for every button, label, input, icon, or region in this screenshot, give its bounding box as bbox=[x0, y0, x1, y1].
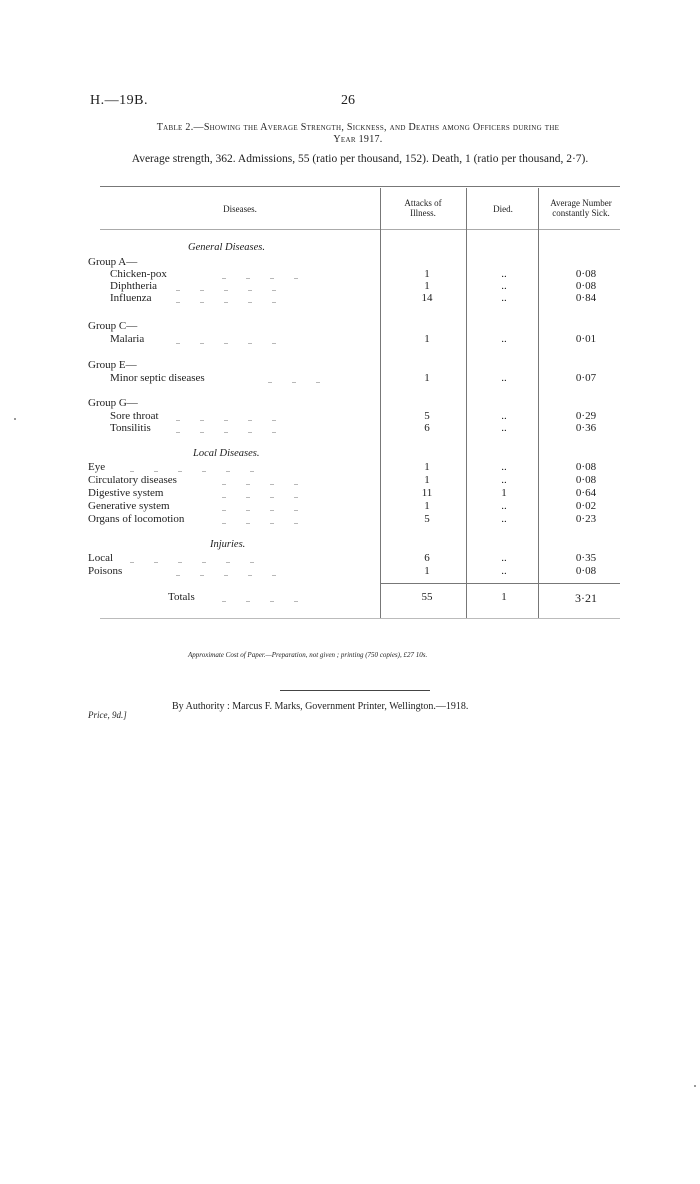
avg-value: 0·29 bbox=[575, 410, 597, 422]
attacks-value: 1 bbox=[424, 461, 430, 473]
attacks-value: 6 bbox=[424, 422, 430, 434]
footer-rule bbox=[280, 690, 430, 691]
attacks-value: 1 bbox=[424, 333, 430, 345]
scan-mark bbox=[694, 1085, 696, 1087]
section-local-diseases: Local Diseases. bbox=[193, 448, 260, 459]
avg-value: 0·08 bbox=[575, 461, 597, 473]
row-label: Circulatory diseases bbox=[88, 474, 177, 486]
row-label: Organs of locomotion bbox=[88, 513, 185, 525]
page-number: 26 bbox=[341, 93, 355, 108]
row-label: Tonsilitis bbox=[110, 422, 151, 434]
table-title bbox=[88, 122, 628, 146]
attacks-value: 6 bbox=[424, 552, 430, 564]
avg-value: 0·01 bbox=[575, 333, 597, 345]
leader-dots: .. .. .. .. .. bbox=[176, 426, 276, 435]
row-label: Digestive system bbox=[88, 487, 164, 499]
died-value: .. bbox=[501, 474, 507, 486]
group-c-label: Group C— bbox=[88, 320, 138, 332]
died-value: .. bbox=[501, 552, 507, 564]
row-label: Influenza bbox=[110, 292, 152, 304]
scan-mark bbox=[14, 418, 16, 420]
col-header-attacks bbox=[382, 198, 464, 218]
avg-value: 0·07 bbox=[575, 372, 597, 384]
section-injuries: Injuries. bbox=[210, 539, 246, 550]
died-value: .. bbox=[501, 461, 507, 473]
attacks-value: 1 bbox=[424, 500, 430, 512]
attacks-value: 1 bbox=[424, 565, 430, 577]
died-value: .. bbox=[501, 565, 507, 577]
died-value: .. bbox=[501, 292, 507, 304]
table-bottom-rule bbox=[100, 618, 620, 619]
attacks-value: 1 bbox=[424, 280, 430, 292]
row-label: Minor septic diseases bbox=[110, 372, 205, 384]
leader-dots: .. .. .. .. .. bbox=[176, 337, 276, 346]
leader-dots: .. .. .. .. .. bbox=[176, 284, 276, 293]
document-reference: H.—19B. bbox=[90, 93, 148, 108]
avg-value: 0·02 bbox=[575, 500, 597, 512]
row-label: Poisons bbox=[88, 565, 123, 577]
leader-dots: .. .. .. .. .. .. bbox=[130, 465, 254, 474]
table-title-line2: Year 1917. bbox=[333, 134, 383, 145]
attacks-value: 1 bbox=[424, 268, 430, 280]
table-top-rule bbox=[100, 186, 620, 187]
leader-dots: .. .. .. .. .. bbox=[176, 569, 276, 578]
attacks-value: 5 bbox=[424, 513, 430, 525]
attacks-value: 11 bbox=[421, 487, 433, 499]
totals-avg: 3·21 bbox=[575, 591, 597, 605]
row-label: Eye bbox=[88, 461, 106, 473]
row-label: Diphtheria bbox=[110, 280, 158, 292]
avg-value: 0·08 bbox=[575, 565, 597, 577]
died-value: .. bbox=[501, 333, 507, 345]
avg-value: 0·36 bbox=[575, 422, 597, 434]
table-summary: Average strength, 362. Admissions, 55 (ratio per thousand, 152). Death, 1 (ratio per thousand, 2·7). bbox=[131, 153, 589, 165]
died-value: .. bbox=[501, 372, 507, 384]
avg-value: 0·08 bbox=[575, 474, 597, 486]
totals-attacks: 55 bbox=[421, 591, 433, 603]
avg-value: 0·64 bbox=[575, 487, 597, 499]
died-value: .. bbox=[501, 513, 507, 525]
row-label: Sore throat bbox=[110, 410, 159, 422]
col-header-avg-l2: constantly Sick. bbox=[552, 208, 610, 218]
died-value: .. bbox=[501, 500, 507, 512]
attacks-value: 14 bbox=[421, 292, 433, 304]
died-value: 1 bbox=[501, 487, 507, 499]
group-e-label: Group E— bbox=[88, 359, 137, 371]
totals-label: Totals bbox=[168, 591, 195, 603]
died-value: .. bbox=[501, 268, 507, 280]
leader-dots: .. .. .. .. bbox=[222, 478, 298, 487]
row-label: Malaria bbox=[110, 333, 145, 345]
died-value: .. bbox=[501, 410, 507, 422]
leader-dots: .. .. .. .. bbox=[222, 491, 298, 500]
avg-value: 0·08 bbox=[575, 280, 597, 292]
totals-top-rule bbox=[380, 583, 620, 584]
price-note: Price, 9d.] bbox=[88, 710, 127, 720]
header-bottom-rule bbox=[100, 229, 620, 230]
avg-value: 0·35 bbox=[575, 552, 597, 564]
approximate-cost-note: Approximate Cost of Paper.—Preparation, not given ; printing (750 copies), £27 10s. bbox=[188, 651, 428, 659]
avg-value: 0·84 bbox=[575, 292, 597, 304]
row-label: Chicken-pox bbox=[110, 268, 167, 280]
avg-value: 0·23 bbox=[575, 513, 597, 525]
died-value: .. bbox=[501, 422, 507, 434]
col-header-diseases: Diseases. bbox=[223, 204, 257, 214]
authority-line: By Authority : Marcus F. Marks, Government Printer, Wellington.—1918. bbox=[172, 701, 469, 712]
leader-dots: .. .. .. bbox=[268, 376, 320, 385]
col-divider-2 bbox=[466, 188, 467, 618]
attacks-value: 1 bbox=[424, 474, 430, 486]
col-header-died: Died. bbox=[493, 204, 513, 214]
row-label: Generative system bbox=[88, 500, 170, 512]
leader-dots: .. .. .. .. .. .. bbox=[130, 556, 254, 565]
died-value: .. bbox=[501, 280, 507, 292]
group-g-label: Group G— bbox=[88, 397, 138, 409]
leader-dots: .. .. .. .. bbox=[222, 517, 298, 526]
leader-dots: .. .. .. .. bbox=[222, 595, 298, 604]
attacks-value: 1 bbox=[424, 372, 430, 384]
col-header-attacks-l2: Illness. bbox=[410, 208, 436, 218]
group-a-label: Group A— bbox=[88, 256, 138, 268]
col-divider-3 bbox=[538, 188, 539, 618]
leader-dots: .. .. .. .. bbox=[222, 504, 298, 513]
leader-dots: .. .. .. .. bbox=[222, 272, 298, 281]
col-header-attacks-l1: Attacks of bbox=[404, 198, 442, 208]
row-label: Local bbox=[88, 552, 114, 564]
totals-died: 1 bbox=[501, 591, 507, 603]
col-header-avg-l1: Average Number bbox=[550, 198, 612, 208]
col-divider-1 bbox=[380, 188, 381, 618]
table-title-line1: Table 2.—Showing the Average Strength, Sickness, and Deaths among Officers during the bbox=[156, 122, 560, 133]
col-header-avg bbox=[540, 198, 622, 218]
leader-dots: .. .. .. .. .. bbox=[176, 296, 276, 305]
section-general-diseases: General Diseases. bbox=[188, 242, 265, 253]
avg-value: 0·08 bbox=[575, 268, 597, 280]
leader-dots: .. .. .. .. .. bbox=[176, 414, 276, 423]
attacks-value: 5 bbox=[424, 410, 430, 422]
